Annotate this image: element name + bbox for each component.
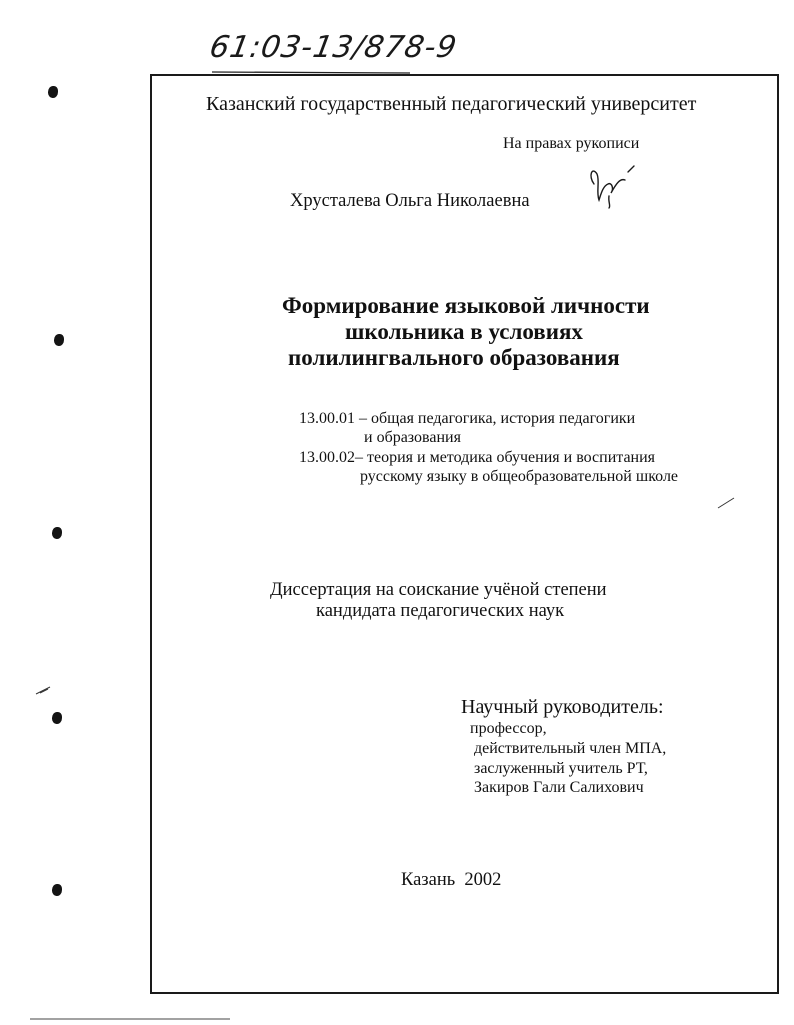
specialty-code-line: 13.00.01 – общая педагогика, история педагогики	[299, 410, 636, 427]
page-frame	[150, 74, 779, 994]
binder-hole	[48, 86, 58, 98]
supervisor-line: профессор,	[470, 720, 547, 737]
supervisor-line: заслуженный учитель РТ,	[474, 760, 648, 777]
thesis-title-line: полилингвального образования	[288, 345, 620, 370]
specialty-desc-line: и образования	[364, 429, 461, 446]
author-name: Хрусталева Ольга Николаевна	[290, 191, 530, 211]
supervisor-line: Закиров Гали Салихович	[474, 779, 644, 796]
catalog-number-text: 61:03-13/878-9	[206, 30, 460, 65]
handwritten-catalog-number	[206, 28, 555, 76]
binder-hole	[52, 712, 62, 724]
thesis-title-line: Формирование языковой личности	[282, 293, 650, 318]
dissertation-line: кандидата педагогических наук	[316, 601, 565, 621]
signature	[578, 156, 640, 210]
university-name: Казанский государственный педагогический университет	[206, 93, 697, 115]
binder-hole	[52, 884, 62, 896]
catalog-number-underline	[210, 28, 555, 76]
specialty-code-line: 13.00.02– теория и методика обучения и воспитания	[299, 449, 656, 466]
scan-line	[30, 1016, 230, 1022]
thesis-title-line: школьника в условиях	[345, 319, 583, 344]
binder-hole	[54, 334, 64, 346]
supervisor-line: действительный член МПА,	[474, 740, 667, 757]
pen-mark	[34, 684, 54, 696]
binder-hole	[52, 527, 62, 539]
supervisor-heading: Научный руководитель:	[461, 696, 664, 718]
dissertation-line: Диссертация на соискание учёной степени	[270, 580, 607, 600]
city-year: Казань 2002	[401, 870, 502, 890]
manuscript-note: На правах рукописи	[503, 135, 640, 152]
specialty-desc-line: русскому языку в общеобразовательной школе	[360, 468, 679, 485]
